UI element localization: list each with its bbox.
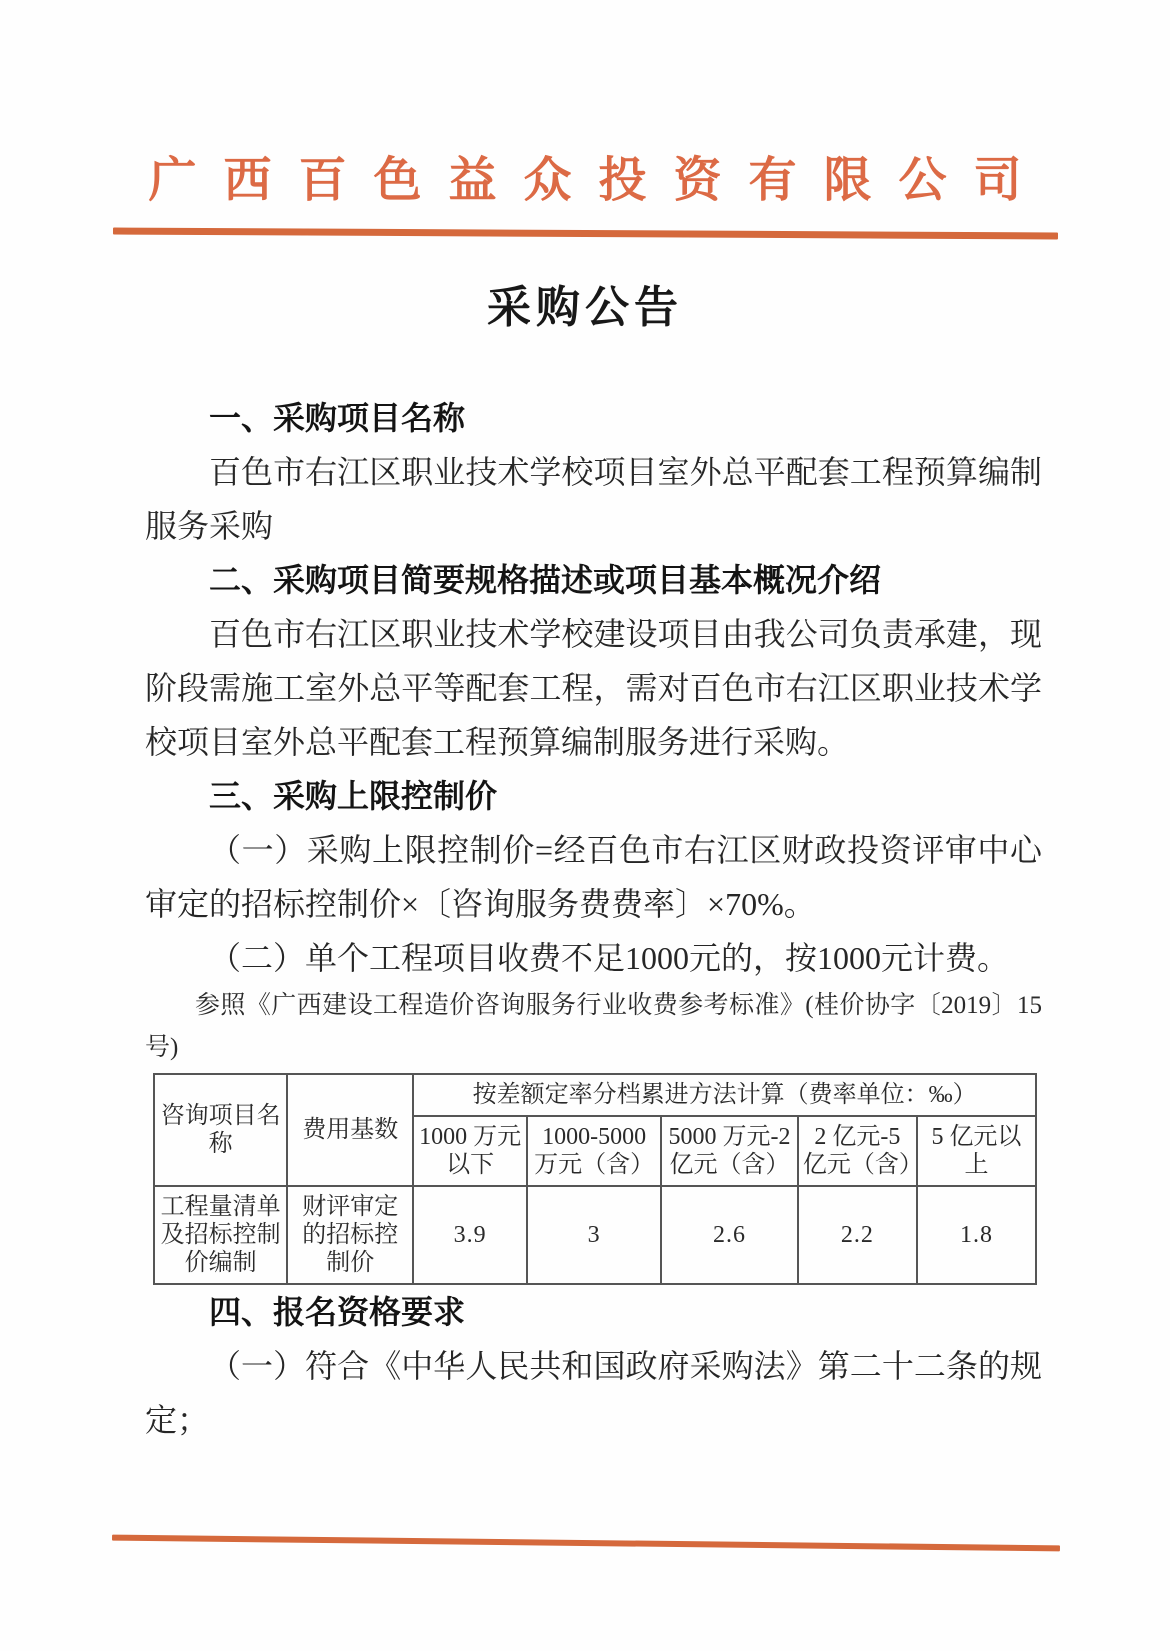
section-2-paragraph: 百色市右江区职业技术学校建设项目由我公司负责承建，现阶段需施工室外总平等配套工程，需对百色市右江区职业技术学校项目室外总平配套工程预算编制服务进行采购。 [145,616,1042,760]
col-header-fee-base: 费用基数 [287,1074,413,1186]
tier-header-50m-200m: 5000 万元-2 亿元（含） [661,1116,798,1186]
tier-header-over-500m: 5 亿元以上 [917,1116,1036,1186]
table-row [154,1186,1036,1284]
cell-project-name: 工程量清单及招标控制价编制 [154,1186,287,1284]
tier-header-200m-500m: 2 亿元-5 亿元（含） [798,1116,917,1186]
company-letterhead: 广西百色益众投资有限公司 [148,154,1049,207]
table-row [154,1074,1036,1116]
document-body [145,391,1042,1447]
fee-rate-table [153,1073,1037,1285]
section-3-item-1: （一）采购上限控制价=经百色市右江区财政投资评审中心审定的招标控制价×〔咨询服务费费率〕×70%。 [145,832,1042,922]
fee-table-note: 参照《广西建设工程造价咨询服务行业收费参考标准》(桂价协字〔2019〕15 号) [145,992,1042,1061]
section-4-paragraph: （一）符合《中华人民共和国政府采购法》第二十二条的规定； [145,1348,1042,1438]
cell-rate-10m-50m: 3 [527,1186,661,1284]
section-3-item-2: （二）单个工程项目收费不足1000元的，按1000元计费。 [209,940,1010,976]
col-header-method: 按差额定率分档累进方法计算（费率单位：‰） [413,1074,1036,1116]
footer-rule [112,1535,1060,1552]
col-header-project-name: 咨询项目名称 [154,1074,287,1186]
cell-fee-base: 财评审定的招标控制价 [287,1186,413,1284]
letterhead-rule [112,228,1057,240]
section-1-heading: 一、采购项目名称 [209,400,466,436]
cell-rate-50m-200m: 2.6 [661,1186,798,1284]
cell-rate-over-500m: 1.8 [917,1186,1036,1284]
section-4-heading: 四、报名资格要求 [209,1294,466,1330]
cell-rate-under-10m: 3.9 [413,1186,527,1284]
section-1-paragraph: 百色市右江区职业技术学校项目室外总平配套工程预算编制服务采购 [145,454,1042,544]
tier-header-10m-50m: 1000-5000 万元（含） [527,1116,661,1186]
cell-rate-200m-500m: 2.2 [798,1186,917,1284]
section-2-heading: 二、采购项目简要规格描述或项目基本概况介绍 [209,562,882,598]
section-3-heading: 三、采购上限控制价 [209,778,498,814]
document-title: 采购公告 [487,283,683,332]
tier-header-under-10m: 1000 万元以下 [413,1116,527,1186]
